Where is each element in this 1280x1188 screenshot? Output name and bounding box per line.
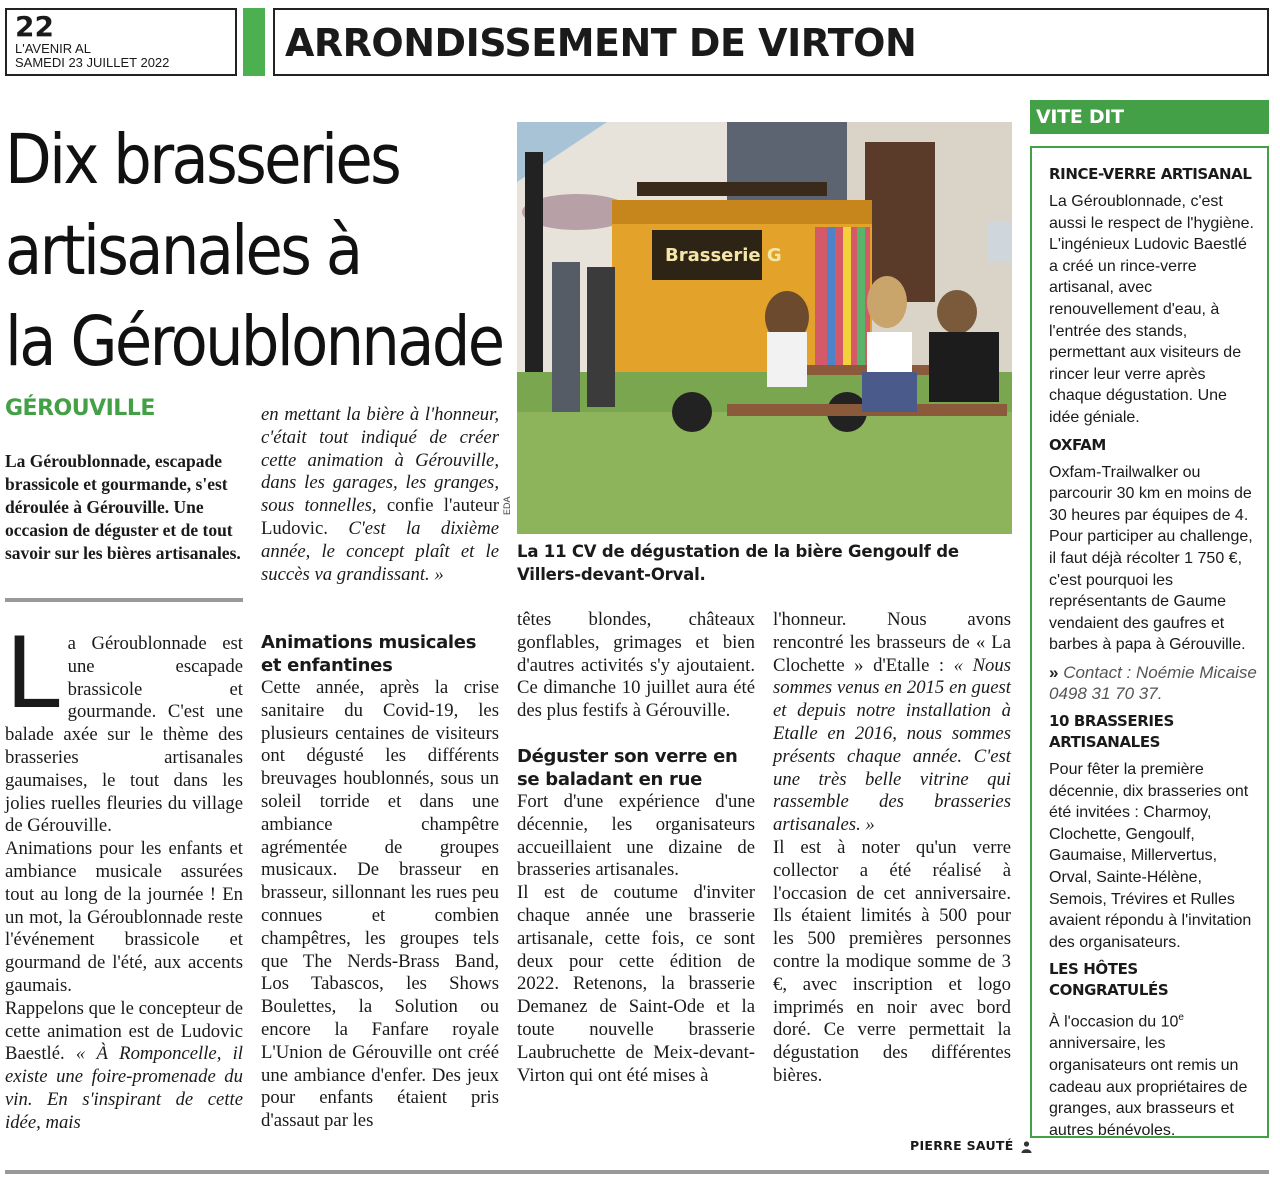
headline-line: artisanales à <box>5 211 361 291</box>
article-lead: La Géroublonnade, escapade brassicole et gourmande, s'est déroulée à Gérouville. Une occasion de déguster et de tout savoir sur les bières artisanales. <box>5 451 241 563</box>
paragraph: Il est à noter qu'un verre collector a été réalisé à l'occasion de cet anniversaire. Ils étaient limités à 500 pour les 500 premières personnes contre la modique somme de 3 €, avec inscription et logo imprimés en noir avec bord doré. Ce verre permettait la dégustation des différentes bières. <box>773 836 1011 1086</box>
text: confie l'auteur Ludovic. <box>261 495 500 539</box>
headline-line: Dix brasseries <box>5 120 400 200</box>
article-column-1 <box>5 617 243 1135</box>
photo-caption: La 11 CV de dégustation de la bière Gengoulf de Villers-devant-Orval. <box>517 542 959 584</box>
article-column-2-top <box>261 404 499 586</box>
quote: « Nous sommes venus en 2015 en guest et depuis notre installation à Etalle en 2016, nous sommes présents chaque année. C'est une très belle vitrine qui rassemble des brasseries artisanales. » <box>773 654 1011 836</box>
photo-credit: EDA <box>502 496 512 515</box>
photo-sign-text: Brasserie G <box>665 245 782 266</box>
drop-cap: L <box>5 617 60 731</box>
sidebar-box <box>1030 146 1269 1138</box>
sidebar-item-title: OXFAM <box>1049 435 1106 454</box>
quote: C'est la dixième année, le concept plaît et le succès va grandissant. » <box>261 517 499 585</box>
section-title: ARRONDISSEMENT DE VIRTON <box>273 8 1269 76</box>
quote: « À Romponcelle, il existe une foire-promenade du vin. En s'inspirant de cette idée, mais <box>5 1043 243 1133</box>
paragraph: têtes blondes, châteaux gonflables, grimages et bien d'autres activités s'y ajoutaient. Ce dimanche 10 juillet aura été des plus festifs à Gérouville. <box>517 609 755 722</box>
sidebar-item-text: Oxfam-Trailwalker ou parcourir 30 km en moins de 30 heures par équipes de 4. Pour participer au challenge, il faut déjà récolter 1 750 €, c'est pourquoi les représentants de Gaume vendaient des gaufres et barbes à papa à Gérouville. <box>1049 463 1253 654</box>
subheading: Déguster son verre en se baladant en rue <box>517 745 738 790</box>
double-chevron-right-icon: » <box>1049 662 1059 682</box>
text: Rappelons que le concepteur de cette animation est de Ludovic Baestlé. <box>5 997 243 1065</box>
paragraph: a Géroublonnade est une escapade brassicole et gourmande. C'est une balade axée sur le thème des brasseries artisanales gaumaises, le tout dans les jolies ruelles fleuries du village de Gérouville. <box>5 633 243 837</box>
author-byline <box>910 1138 1032 1153</box>
paragraph: Animations pour les enfants et ambiance musicale assurées tout au long de la journée ! En un mot, la Géroublonnade reste l'événement brassicole et gourmand de l'été, aux accents gaumais. <box>5 838 243 996</box>
text: anniversaire, les organisateurs ont remis un cadeau aux propriétaires de granges, aux brasseurs et autres bénévoles. <box>1049 1035 1248 1139</box>
article-column-4 <box>773 609 1011 1088</box>
author-name: PIERRE SAUTÉ <box>910 1138 1014 1153</box>
photo-illustration <box>517 122 1012 534</box>
headline <box>5 115 503 388</box>
page-number: 22 <box>15 10 54 43</box>
paragraph: Il est de coutume d'inviter chaque année une brasserie artisanale, cette fois, ce sont deux pour cette édition de 2022. Retenons, la brasserie Demanez de Saint-Ode et la toute nouvelle brasserie Laubruchette de Meix-devant-Virton qui ont été mises à <box>517 882 755 1086</box>
sidebar-item-title: 10 BRASSERIES ARTISANALES <box>1049 712 1174 752</box>
sidebar-item-text <box>1049 1007 1257 1141</box>
person-icon <box>1021 1141 1032 1153</box>
article-column-2 <box>261 631 499 1133</box>
article-photo <box>517 122 1012 534</box>
paragraph: Fort d'une expérience d'une décennie, les organisateurs accueillaient une dizaine de brasseries artisanales. <box>517 790 755 881</box>
paragraph <box>5 998 243 1135</box>
publication-name: L'AVENIR AL <box>15 41 91 56</box>
headline-line: la Géroublonnade <box>5 302 503 382</box>
sidebar-tab: VITE DIT <box>1030 100 1269 134</box>
text: l'honneur. Nous avons rencontré les brasseurs de « La Clochette » d'Etalle : <box>773 609 1011 676</box>
article-column-3 <box>517 609 755 1087</box>
paragraph: Cette année, après la crise sanitaire du Covid-19, les plusieurs centaines de visiteurs ont dégusté les différents breuvages houblonnés, sous un soleil torride et dans une ambiance champêtre agrémentée de groupes musicaux. De brasseur en brasseur, sillonnant les rues peu connues et combien champêtres, les groupes tels que The Nerds-Brass Band, Los Tabascos, les Shows Boulettes, la Solution ou encore la Fanfare royale L'Union de Gérouville ont créé une ambiance d'enfer. Des jeux pour enfants étaient pris d'assaut par les <box>261 677 499 1132</box>
header-accent-bar <box>243 8 265 76</box>
sidebar-item-title: LES HÔTES CONGRATULÉS <box>1049 960 1169 1000</box>
quote: en mettant la bière à l'honneur, c'était tout indiqué de créer cette animation à Gérouville, dans les garages, les granges, sous tonnelles, <box>261 404 499 517</box>
ordinal-suffix: e <box>1178 1012 1184 1024</box>
divider <box>5 598 243 602</box>
paragraph <box>261 404 499 586</box>
sidebar-item-title: RINCE-VERRE ARTISANAL <box>1049 165 1252 183</box>
text: À l'occasion du <box>1049 1013 1157 1031</box>
paragraph <box>773 609 1011 837</box>
location-label: GÉROUVILLE <box>5 396 155 421</box>
sidebar-item-text: Pour fêter la première décennie, dix brasseries ont été invitées : Charmoy, Clochette, Gengoulf, Gaumaise, Millervertus, Orval, Sainte-Hélène, Semois, Trévires et Rulles avaient répondu à l'invitation des organisateurs. <box>1049 761 1252 951</box>
subheading: Animations musicales et enfantines <box>261 632 477 676</box>
sidebar-item-text: La Géroublonnade, c'est aussi le respect de l'hygiène. L'ingénieux Ludovic Baestlé a créé un rince-verre artisanal, avec renouvellement d'eau, à l'entrée des stands, permettant aux visiteurs de rincer leur verre après chaque dégustation. Une idée géniale. <box>1049 193 1254 426</box>
page-header-info <box>5 8 237 76</box>
contact-text: Contact : Noémie Micaise 0498 31 70 37. <box>1049 662 1257 704</box>
bottom-divider <box>5 1170 1269 1174</box>
sidebar-contact <box>1049 662 1257 705</box>
ordinal: 10 <box>1160 1013 1179 1031</box>
publication-date: SAMEDI 23 JUILLET 2022 <box>15 55 170 70</box>
